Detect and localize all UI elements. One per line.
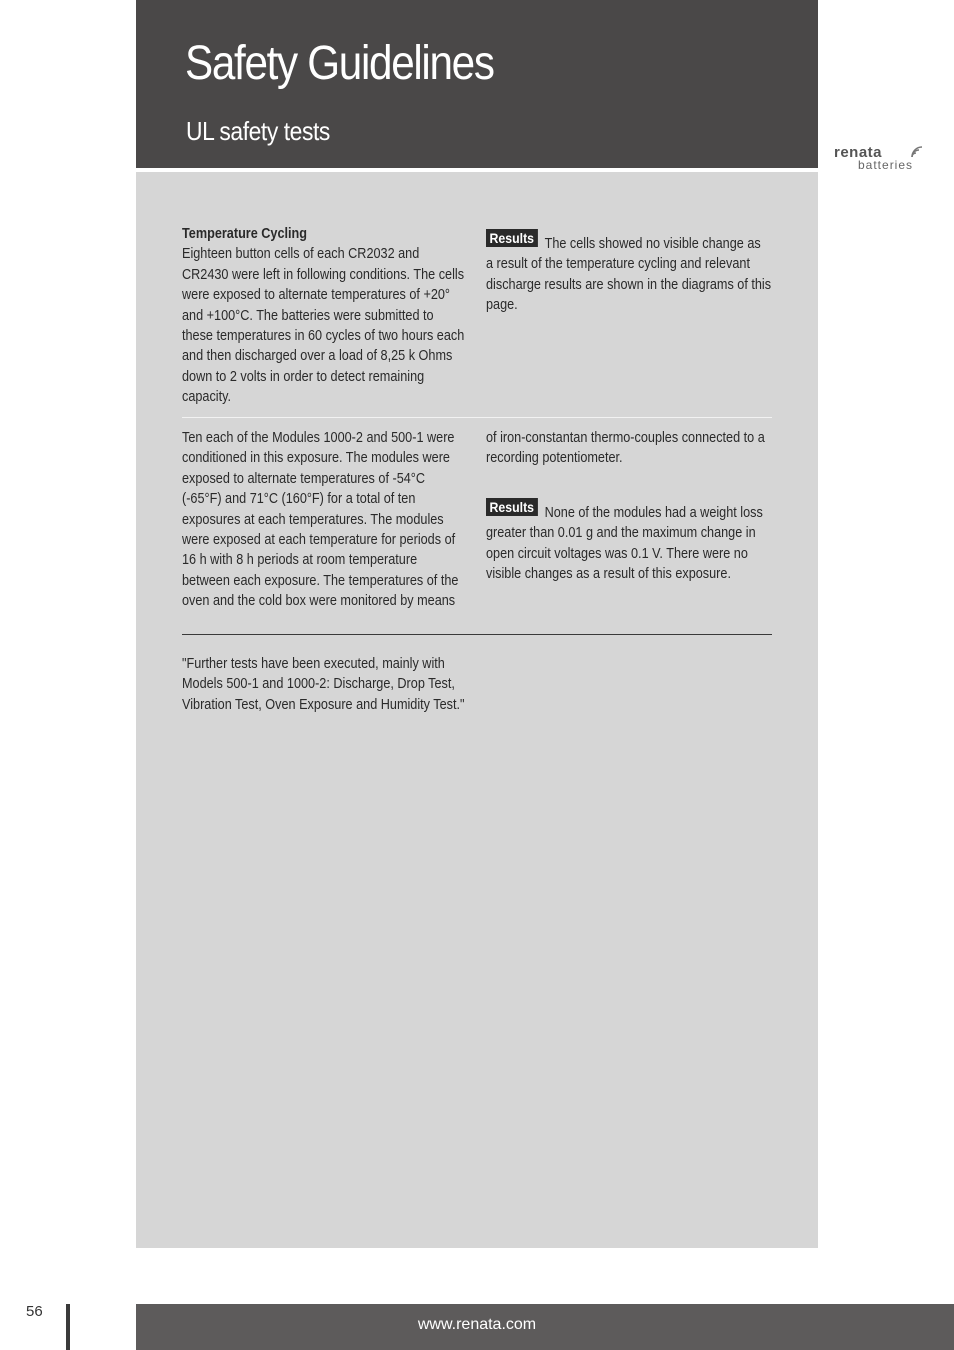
module-exposure-continued bbox=[486, 428, 771, 469]
logo-waves-icon bbox=[911, 146, 925, 158]
footer-bar bbox=[136, 1304, 954, 1350]
temperature-cycling-results bbox=[486, 230, 772, 316]
temperature-cycling-section bbox=[182, 224, 467, 408]
module-exposure-body: Ten each of the Modules 1000-2 and 500-1 were conditioned in this exposure. The modules were exposed to alternate temperatures of -54°C (-65°F) and 71°C (160°F) for a total of ten exposures at each temperatures. The modules were exposed at each temperature for periods of 16 h with 8 h periods at room temperature between each exposure. The temperatures of the oven and the cold box were monitored by means bbox=[182, 430, 459, 610]
results-badge: Results bbox=[486, 229, 538, 247]
website-link[interactable]: www.renata.com bbox=[417, 1316, 537, 1333]
module-exposure-results bbox=[486, 499, 771, 585]
section-heading: Temperature Cycling bbox=[182, 226, 308, 242]
further-tests-note bbox=[182, 654, 467, 715]
page-number: 56 bbox=[26, 1303, 43, 1320]
page-number-bar bbox=[66, 1304, 70, 1350]
page-subtitle: UL safety tests bbox=[186, 116, 330, 146]
module-exposure-continued-body: of iron-constantan thermo-couples connected to a recording potentiometer. bbox=[486, 430, 765, 467]
module-exposure-text bbox=[182, 428, 467, 612]
logo-tagline: batteries bbox=[858, 158, 914, 172]
section-divider-dark bbox=[182, 634, 772, 635]
content-panel bbox=[136, 172, 818, 1248]
section-body: Eighteen button cells of each CR2032 and CR2430 were left in following conditions. The cells were exposed to alternate temperatures of +20° and +100°C. The batteries were submitted to these temperatures in 60 cycles of two hours each and then discharged over a load of 8,25 k Ohms down to 2 volts in order to detect remaining capacity. bbox=[182, 246, 465, 406]
results-text: The cells showed no visible change as a result of the temperature cycling and relevant discharge results are shown in the diagrams of this page. bbox=[486, 236, 772, 314]
renata-logo bbox=[834, 144, 938, 174]
logo-brand: renata bbox=[834, 144, 883, 161]
further-tests-text: "Further tests have been executed, mainly with Models 500-1 and 1000-2: Discharge, Drop Test, Vibration Test, Oven Exposure and Humidity Test." bbox=[182, 656, 465, 713]
page-title: Safety Guidelines bbox=[185, 37, 494, 90]
header-banner bbox=[136, 0, 818, 168]
results-badge: Results bbox=[486, 498, 538, 516]
section-divider bbox=[182, 417, 772, 418]
results-text: None of the modules had a weight loss greater than 0.01 g and the maximum change in open circuit voltages was 0.1 V. There were no visible changes as a result of this exposure. bbox=[486, 505, 763, 583]
